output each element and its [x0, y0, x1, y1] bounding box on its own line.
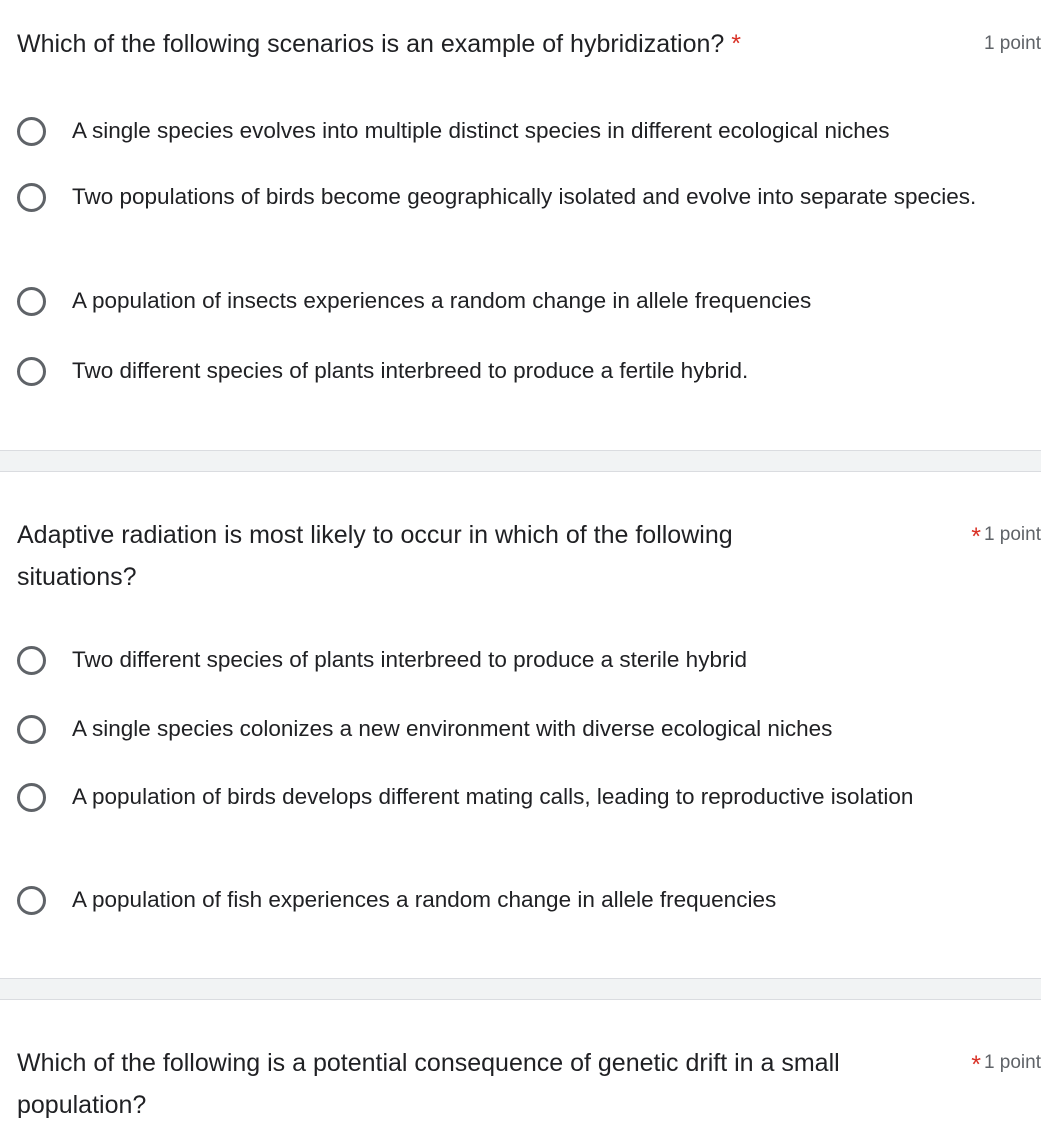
- question-separator: [0, 978, 1041, 1000]
- radio-button[interactable]: [17, 646, 46, 675]
- question-1-option-1[interactable]: [17, 113, 1017, 149]
- question-2: [0, 514, 1041, 954]
- radio-button[interactable]: [17, 886, 46, 915]
- radio-button[interactable]: [17, 715, 46, 744]
- question-1-title-text: Which of the following scenarios is an example of hybridization?: [17, 30, 725, 58]
- radio-button[interactable]: [17, 117, 46, 146]
- option-label: A population of birds develops different mating calls, leading to reproductive isolation: [72, 784, 914, 809]
- question-1-points: 1 point: [983, 33, 1041, 54]
- question-2-points: 1 point: [983, 524, 1041, 545]
- question-1-option-3[interactable]: [17, 283, 1017, 319]
- question-3-required-mark: *: [971, 1051, 981, 1079]
- question-1-option-4[interactable]: [17, 353, 1017, 389]
- radio-button[interactable]: [17, 783, 46, 812]
- option-label: Two different species of plants interbreed to produce a sterile hybrid: [72, 647, 747, 672]
- question-separator: [0, 450, 1041, 472]
- option-label: A single species evolves into multiple distinct species in different ecological niches: [72, 118, 890, 143]
- question-2-title: Adaptive radiation is most likely to occur in which of the following situations?: [17, 521, 733, 591]
- question-3: [0, 1042, 1041, 1134]
- option-label: A population of insects experiences a random change in allele frequencies: [72, 288, 812, 313]
- option-label: Two different species of plants interbreed to produce a fertile hybrid.: [72, 358, 749, 383]
- question-3-points: 1 point: [983, 1052, 1041, 1073]
- question-1-option-2[interactable]: [17, 179, 1017, 215]
- option-label: A population of fish experiences a random change in allele frequencies: [72, 887, 777, 912]
- radio-button[interactable]: [17, 357, 46, 386]
- radio-button[interactable]: [17, 287, 46, 316]
- question-1: [0, 23, 1041, 443]
- question-3-title: Which of the following is a potential consequence of genetic drift in a small population?: [17, 1049, 840, 1119]
- question-2-option-4[interactable]: [17, 882, 1017, 918]
- question-1-title: [17, 23, 741, 65]
- option-label: Two populations of birds become geographically isolated and evolve into separate species.: [72, 184, 977, 209]
- question-2-option-1[interactable]: [17, 642, 1017, 678]
- question-2-required-mark: *: [971, 523, 981, 551]
- question-2-option-3[interactable]: [17, 779, 1017, 815]
- option-label: A single species colonizes a new environment with diverse ecological niches: [72, 716, 833, 741]
- question-1-required-mark: *: [731, 30, 741, 58]
- question-2-option-2[interactable]: [17, 711, 1017, 747]
- radio-button[interactable]: [17, 183, 46, 212]
